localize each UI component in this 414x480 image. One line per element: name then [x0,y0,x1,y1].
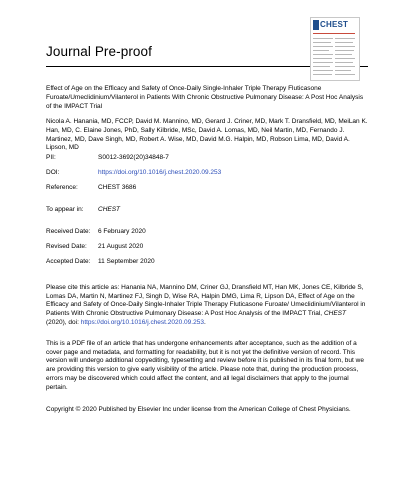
revised-date-label: Revised Date: [46,243,87,250]
doi-label: DOI: [46,169,60,176]
received-date-value: 6 February 2020 [98,228,146,235]
cover-rule-icon [313,33,355,34]
cover-text-line-icon [313,70,333,71]
cover-text-line-icon [335,70,351,71]
pii-value: S0012-3692(20)34848-7 [98,154,169,161]
cover-text-line-icon [313,38,333,39]
cover-text-line-icon [313,58,332,59]
citation-end: . [203,318,206,326]
author-list: Nicola A. Hanania, MD, FCCP, David M. Mannino, MD, Gerard J. Criner, MD, Mark T. Dransfield, MD, MeiLan K. Han, MD, C. Elaine Jones, PhD, Sally Kilbride, MSc, David A. Lomas, MD, Neil Martin, MD, Fernando J. Martinez, MD, Dave Singh, MD, Robert A. Wise, MD, David M.G. Halpin, MD, Robson Lima, MD, David A. Lipson, MD [46,118,368,152]
cover-text-line-icon [335,46,355,47]
cover-text-line-icon [313,62,333,63]
cover-text-line-icon [335,74,355,75]
cover-text-line-icon [335,54,352,55]
cover-logo-text: CHEST [320,20,349,29]
accepted-date-label: Accepted Date: [46,258,91,265]
cover-text-line-icon [335,66,355,67]
doi-link[interactable]: https://doi.org/10.1016/j.chest.2020.09.253 [98,169,222,176]
cover-text-line-icon [335,58,355,59]
journal-cover-thumbnail [310,17,360,81]
disclaimer-paragraph: This is a PDF file of an article that has undergone enhancements after acceptance, such as the addition of a cover page and metadata, and formatting for readability, but it is not yet the definitive version of record. This version will undergo additional copyediting, typesetting and review before it is published in its final form, but we are providing this version to give early visibility of the article. Please note that, during the production process, errors may be discovered which could affect the content, and all legal disclaimers that apply to the journal pertain. [46,340,364,391]
appear-in-value: CHEST [98,206,121,213]
cover-text-line-icon [335,38,355,39]
cover-text-line-icon [335,42,353,43]
journal-preproof-heading: Journal Pre-proof [46,44,153,59]
appear-in-label: To appear in: [46,206,84,213]
cover-text-line-icon [313,54,333,55]
copyright-paragraph: Copyright © 2020 Published by Elsevier Inc under license from the American College of Chest Physicians. [46,406,351,413]
citation-doi-link[interactable]: https://doi.org/10.1016/j.chest.2020.09.253 [80,318,204,326]
cover-text-line-icon [313,50,329,51]
pii-label: PII: [46,154,56,161]
citation-text: Please cite this article as: Hanania NA, Mannino DM, Criner GJ, Dransfield MT, Han MK, Jones CE, Kilbride S, Lomas DA, Martin N, Martinez FJ, Singh D, Wise RA, Halpin DMG, Lima R, Lipson DA, Effect of Age on the Efficacy and Safety of Once-Daily Single-Inhaler Triple Therapy Fluticasone Furoate/ Umeclidinium/Vilanterol in Patients With Chronic Obstructive Pulmonary Disease: A Post Hoc Analysis of the IMPACT Trial, [46,284,366,318]
reference-value: CHEST 3686 [98,184,137,191]
cover-text-line-icon [335,62,353,63]
accepted-date-value: 11 September 2020 [98,258,155,265]
cover-text-line-icon [313,42,331,43]
cover-text-line-icon [313,46,333,47]
citation-year: (2020), doi: [46,318,79,326]
cover-text-line-icon [335,50,354,51]
article-title: Effect of Age on the Efficacy and Safety of Once-Daily Single-Inhaler Triple Therapy Fluticasone Furoate/Umeclidinium/Vilanterol in Patients With Chronic Obstructive Pulmonary Disease: A Post Hoc Analysis of the IMPACT Trial [46,85,364,110]
cover-text-line-icon [313,74,332,75]
citation-paragraph [46,284,368,328]
received-date-label: Received Date: [46,228,91,235]
citation-journal: CHEST [323,310,346,318]
cover-text-line-icon [313,66,330,67]
reference-label: Reference: [46,184,78,191]
cover-logo-mark-icon [313,20,319,30]
revised-date-value: 21 August 2020 [98,243,144,250]
